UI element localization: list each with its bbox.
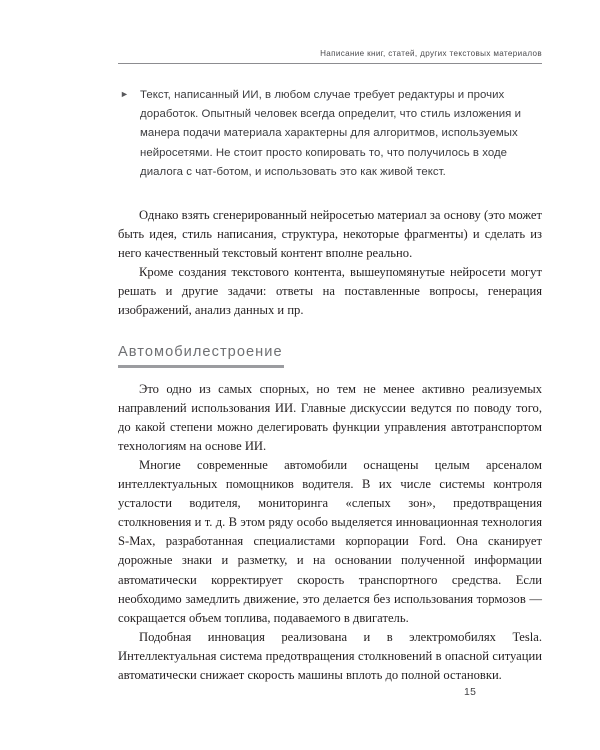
section-title: Автомобилестроение [118, 343, 283, 360]
paragraph: Кроме создания текстового контента, вышеупомянутые нейросети могут решать и другие задачи: ответы на поставленные вопросы, генерация изображений, анализ данных и пр. [118, 265, 542, 318]
running-head [118, 48, 542, 64]
section-paragraphs [118, 380, 542, 686]
paragraph: Однако взять сгенерированный нейросетью материал за основу (это может быть идея, стиль написания, структура, некоторые фрагменты) и сделать из него качественный текстовый контент вполне реально. [118, 208, 542, 261]
triangle-bullet-icon: ► [120, 89, 129, 99]
callout-bullet-item [118, 86, 542, 182]
page-content [118, 86, 542, 685]
callout-text: Текст, написанный ИИ, в любом случае требует редактуры и прочих доработок. Опытный человек всегда определит, что стиль изложения и манера подачи материала характерны для алгоритмов, используемых нейросетями. Не стоит просто копировать то, что получилось в ходе диалога с чат-ботом, и использовать это как живой текст. [140, 89, 521, 178]
paragraph: Это одно из самых спорных, но тем не менее активно реализуемых направлений использования ИИ. Главные дискуссии ведутся по поводу того, до какой степени можно делегировать функции управления автотранспортом технологиям на основе ИИ. [118, 381, 542, 453]
paragraph: Многие современные автомобили оснащены целым арсеналом интеллектуальных помощников водителя. В их числе системы контроля усталости водителя, мониторинга «слепых зон», предотвращения столкновения и т. д. В этом ряду особо выделяется инновационная технология S-Max, разработанная специалистами корпорации Ford. Она сканирует дорожные знаки и разметку, и на основании полученной информации автоматически корректирует скорость транспортного средства. Если необходимо замедлить движение, это делается без использования тормозов — сокращается объем топлива, подаваемого в двигатель. [118, 457, 542, 625]
page-number: 15 [464, 687, 477, 698]
running-head-title: Написание книг, статей, других текстовых материалов [320, 49, 542, 58]
section-title-underline [118, 365, 284, 368]
section-heading-block [118, 343, 542, 368]
intro-paragraphs [118, 206, 542, 321]
paragraph: Подобная инновация реализована и в электромобилях Tesla. Интеллектуальная система предотвращения столкновений в опасной ситуации автоматически снижает скорость машины вплоть до полной остановки. [118, 629, 542, 682]
running-head-divider [118, 63, 542, 64]
